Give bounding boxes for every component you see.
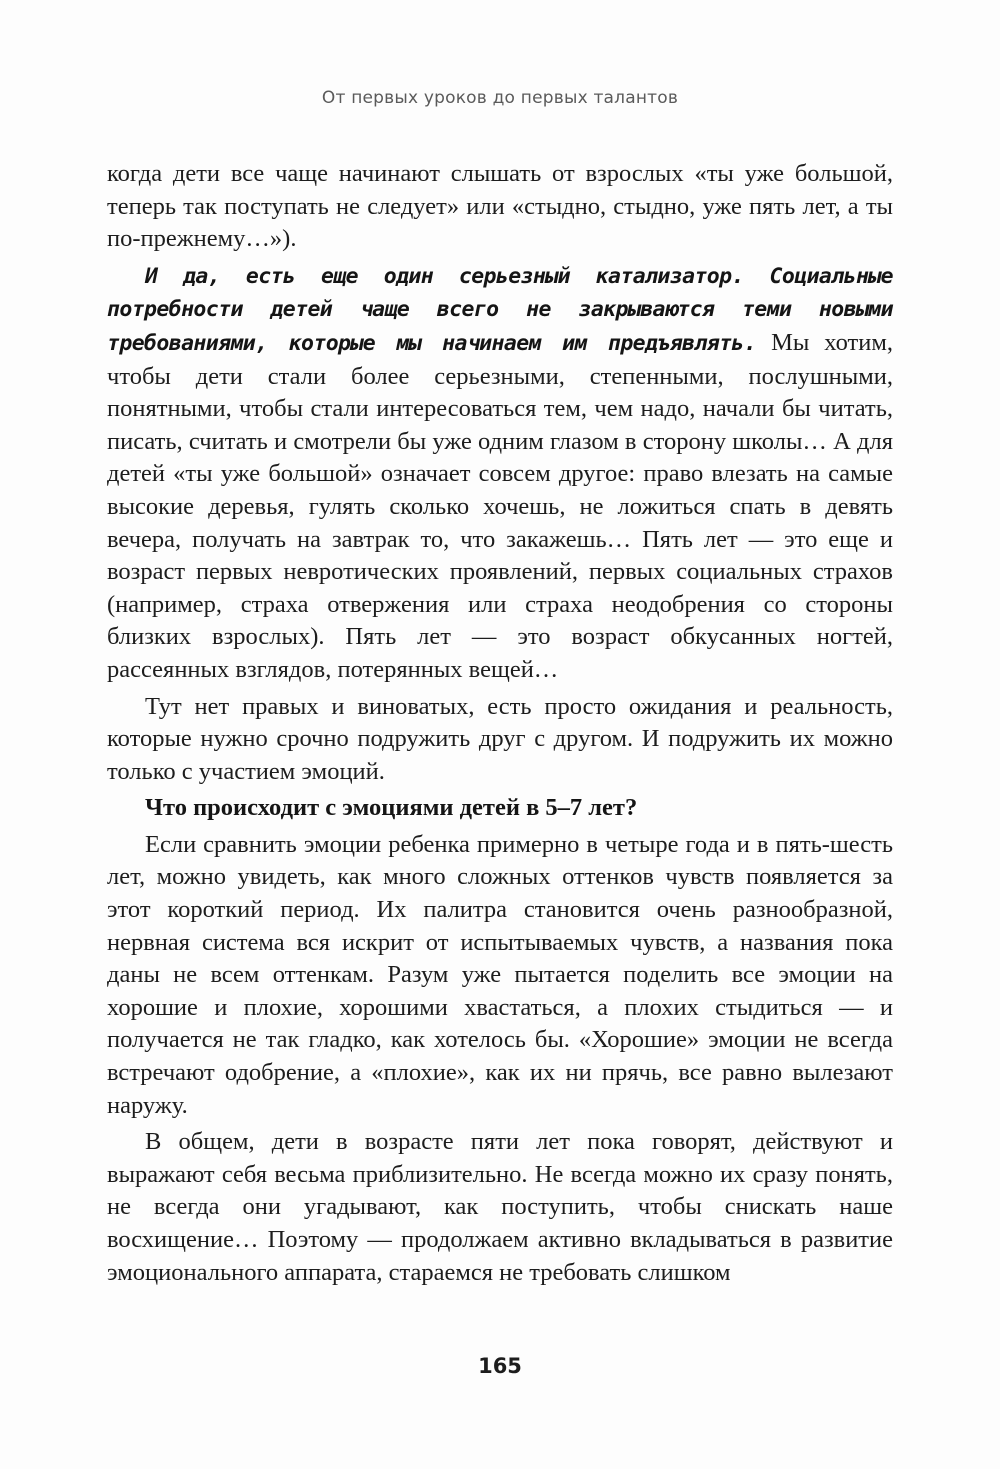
paragraph-text: Мы хотим, чтобы дети стали более серьезными, степенными, послушными, понятными, чтобы стали интересоваться тем, чем надо, начали бы читать, писать, считать и смотрели бы уже одним глазом в сторону школы… А для детей «ты уже большой» означает совсем другое: право влезать на самые высокие деревья, гулять сколько хочешь, не ложиться спать в девять вечера, получать на завтрак то, что закажешь… Пять лет — это еще и возраст первых невротических проявлений, первых социальных страхов (например, страха отвержения или страха неодобрения со стороны близких взрослых). Пять лет — это возраст обкусанных ногтей, рассеянных взглядов, потерянных вещей…: [107, 328, 893, 683]
paragraph-emotions: Если сравнить эмоции ребенка примерно в четыре года и в пять-шесть лет, можно увидеть, как много сложных оттенков чувств появляется за этот короткий период. Их палитра становится очень разнообразной, нервная система вся искрит от испытываемых чувств, а названия пока даны не всем оттенкам. Разум уже пытается поделить все эмоции на хорошие и плохие, хорошими хвастаться, а плохих стыдиться — и получается не так гладко, как хотелось бы. «Хорошие» эмоции не всегда встречают одобрение, а «плохие», как их ни прячь, все равно вылезают наружу.: [107, 830, 893, 1119]
running-header: От первых уроков до первых талантов: [321, 88, 679, 108]
section-heading: Что происходит с эмоциями детей в 5–7 лет?: [145, 794, 638, 822]
paragraph-summary: В общем, дети в возрасте пяти лет пока говорят, действуют и выражают себя весьма приблизительно. Не всегда можно их сразу понять, не всегда они угадывают, как поступить, чтобы снискать наше восхищение… Поэтому — продолжаем активно вкладываться в развитие эмоционального аппарата, стараемся не требовать слишком: [107, 1128, 893, 1286]
page-number: 165: [478, 1354, 522, 1378]
paragraph-catalyst: [107, 260, 893, 687]
highlighted-handwritten-text: И да, есть еще один серьезный катализатор. Социальные потребности детей чаще всего не закрываются теми новыми требованиями, которые мы начинаем им предъявлять.: [107, 263, 893, 356]
paragraph-continuation: когда дети все чаще начинают слышать от взрослых «ты уже большой, теперь так поступать не следует» или «стыдно, стыдно, уже пять лет, а ты по-прежнему…»).: [107, 160, 893, 253]
body-text: [107, 158, 893, 1293]
paragraph-expectations: Тут нет правых и виноватых, есть просто ожидания и реальность, которые нужно срочно подружить друг с другом. И подружить их можно только с участием эмоций.: [107, 692, 893, 785]
